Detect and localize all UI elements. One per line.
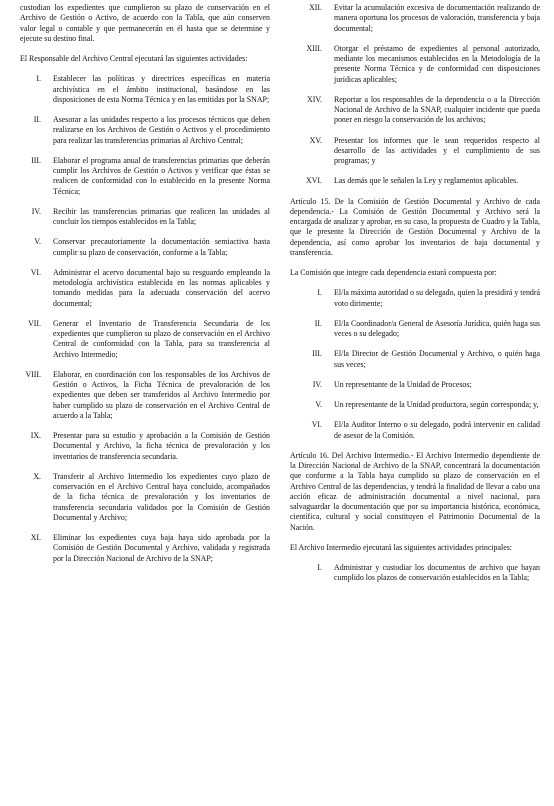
item-text: Reportar a los responsables de la dependencia o a la Dirección Nacional de Archivo de la SNAP, cualquier incidente que pueda poner en riesgo la conservación de los archivos; xyxy=(334,94,540,125)
item-number: III. xyxy=(312,349,322,359)
article-15-paragraph: Artículo 15. De la Comisión de Gestión Documental y Archivo de cada dependencia.- La Comisión de Gestión Documental y Archivo será la encargada de analizar y aprobar, en su caso, la propuesta de Cuadro y la Tabla, que le presente la Dirección de Gestión Documental y Archivo de la dependencia, así como aprobar los inventarios de baja documental y transferencia. xyxy=(290,196,540,257)
item-number: IX. xyxy=(30,431,41,440)
item-number: I. xyxy=(36,74,41,84)
item-text: Un representante de la Unidad productora, según corresponda; y, xyxy=(334,400,539,409)
item-number: IV. xyxy=(312,379,322,389)
item-text: Recibir las transferencias primarias que realicen las unidades al concluir los tiempos establecidos en la Tabla; xyxy=(53,206,270,226)
list-item xyxy=(290,95,540,126)
item-text: Las demás que le señalen la Ley y reglamentos aplicables. xyxy=(334,176,519,186)
list-item xyxy=(20,74,270,105)
intermediate-archive-intro-paragraph: El Archivo Intermedio ejecutará las siguientes actividades principales: xyxy=(290,542,512,552)
item-number: I. xyxy=(317,563,322,572)
item-number: IV. xyxy=(31,206,41,216)
item-text: Generar el Inventario de Transferencia Secundaria de los expedientes que cumplieron su plazo de conservación en el Archivo Central de conformidad con la Tabla, para su transferencia al Archivo Intermedio; xyxy=(53,318,270,359)
item-text: Eliminar los expedientes cuya baja haya sido aprobada por la Comisión de Gestión Documental y Archivo, validada y registrada por la Dirección Nacional de Archivo de la SNAP; xyxy=(53,533,270,563)
list-item xyxy=(20,156,270,197)
item-number: XVI. xyxy=(306,176,322,186)
item-text: El/la Director de Gestión Documental y Archivo, o quién haga sus veces; xyxy=(334,349,540,369)
item-text: El/la Auditor Interno o su delegado, podrá intervenir en calidad de asesor de la Comisión. xyxy=(334,420,540,440)
item-text: Presentar para su estudio y aprobación a la Comisión de Gestión Documental y Archivo, la ficha técnica de prevaloración y los inventarios de transferencia secundaria. xyxy=(53,431,270,461)
list-item xyxy=(290,400,540,410)
item-number: I. xyxy=(317,288,322,298)
item-text: Transferir al Archivo Intermedio los expedientes cuyo plazo de conservación en el Archivo Central haya concluido, acompañados de la ficha técnica de prevaloración y los inventarios de transferencia secundaria validados por la Comisión de Gestión Documental y Archivo; xyxy=(53,471,270,522)
item-text: Elaborar el programa anual de transferencias primarias que deberán cumplir los Archivos de Gestión o Activos y verificar que éstas se realicen de conformidad con lo establecido en la presente Norma Técnica; xyxy=(53,155,270,196)
item-number: XV. xyxy=(309,135,322,145)
item-text: Otorgar el préstamo de expedientes al personal autorizado, mediante los mecanismos establecidos en la Metodología de la presente Norma Técnica y de conformidad con disposiciones jurídicas aplicables; xyxy=(334,43,540,84)
item-text: Presentar los informes que le sean requeridos respecto al desarrollo de las actividades y el cumplimiento de sus programas; y xyxy=(334,135,540,165)
item-text: El/la máxima autoridad o su delegado, quien la presidirá y tendrá voto dirimente; xyxy=(334,288,540,308)
list-item xyxy=(290,349,540,370)
commission-intro-paragraph: La Comisión que integre cada dependencia estará compuesta por: xyxy=(290,268,497,277)
list-item xyxy=(20,431,270,462)
list-item xyxy=(290,3,540,34)
left-column xyxy=(20,3,270,574)
list-item xyxy=(20,370,270,421)
item-number: III. xyxy=(31,155,41,165)
item-text: Conservar precautoriamente la documentación semiactiva hasta cumplir su plazo de conservación, conforme a la Tabla; xyxy=(53,237,270,257)
list-item xyxy=(20,472,270,523)
list-item xyxy=(20,207,270,228)
intro-paragraph: custodian los expedientes que cumplieron su plazo de conservación en el Archivo de Gestión o Activo, de acuerdo con la Tabla, que aún conserven valor legal o contable y que permanecerán en él hasta que se determine y ejecute su destino final. xyxy=(20,3,270,43)
item-number: II. xyxy=(33,115,41,124)
item-text: Elaborar, en coordinación con los responsables de los Archivos de Gestión o Activos, la Ficha Técnica de prevaloración de los expedientes que deben ser transferidos al Archivo Intermedio por haber cumplido su plazo de conservación en el Archivo Central de acuerdo a la Tabla; xyxy=(53,369,270,420)
list-item xyxy=(20,319,270,360)
item-number: II. xyxy=(314,318,322,328)
item-text: Administrar el acervo documental bajo su resguardo empleando la metodología archivística establecida en las normas aplicables y tomando medidas para la adecuada conservación del acervo documental; xyxy=(53,267,270,308)
item-text: Un representante de la Unidad de Procesos; xyxy=(334,379,472,389)
item-text: Asesorar a las unidades respecto a los procesos técnicos que deben realizarse en los Archivos de Gestión o Activos y el procedimiento para realizar las transferencias primarias al Archivo Central; xyxy=(53,115,270,145)
item-number: VII. xyxy=(28,318,41,328)
item-number: VIII. xyxy=(25,369,41,379)
list-item xyxy=(290,563,540,584)
article-16-paragraph: Artículo 16. Del Archivo Intermedio.- El Archivo Intermedio dependiente de la Dirección Nacional de Archivo de la SNAP, concentrará la documentación que conforme a la Tabla haya cumplido su plazo de conservación en el Archivo Central de las dependencias, y tendrá la finalidad de llevar a cabo una acción eficaz de administración documental a nivel nacional, para salvaguardar la documentación que por su importancia histórica, económica, científica, cultural y social constituyen el Patrimonio Documental de la Nación. xyxy=(290,450,540,532)
item-number: XIV. xyxy=(307,94,322,104)
list-item xyxy=(290,420,540,441)
item-number: V. xyxy=(315,400,322,409)
item-number: VI. xyxy=(311,420,322,430)
list-item xyxy=(290,288,540,309)
list-item xyxy=(20,115,270,146)
list-item xyxy=(20,533,270,564)
item-number: VI. xyxy=(30,267,41,277)
list-item xyxy=(290,319,540,340)
item-text: Evitar la acumulación excesiva de documentación realizando de manera oportuna los procesos de valoración, transferencia y baja documental; xyxy=(334,3,540,33)
list-item xyxy=(290,44,540,85)
list-item xyxy=(290,380,540,390)
item-number: XI. xyxy=(30,533,41,542)
item-number: XII. xyxy=(309,3,322,12)
right-column xyxy=(290,3,540,594)
item-text: Establecer las políticas y directrices específicas en materia archivística en el ámbito institucional, basándose en las disposiciones de esta Norma Técnica y en las emitidas por la SNAP; xyxy=(53,74,270,104)
item-number: V. xyxy=(34,237,41,247)
list-item xyxy=(20,268,270,309)
item-number: XIII. xyxy=(306,43,322,53)
central-archive-paragraph: El Responsable del Archivo Central ejecutará las siguientes actividades: xyxy=(20,54,248,63)
item-number: X. xyxy=(33,471,41,481)
list-item xyxy=(290,136,540,167)
item-text: El/la Coordinador/a General de Asesoría Jurídica, quién haga sus veces o su delegado; xyxy=(334,318,540,338)
list-item xyxy=(20,237,270,258)
item-text: Administrar y custodiar los documentos de archivo que hayan cumplido los plazos de conservación establecidos en la Tabla; xyxy=(334,563,540,583)
list-item xyxy=(290,176,540,186)
